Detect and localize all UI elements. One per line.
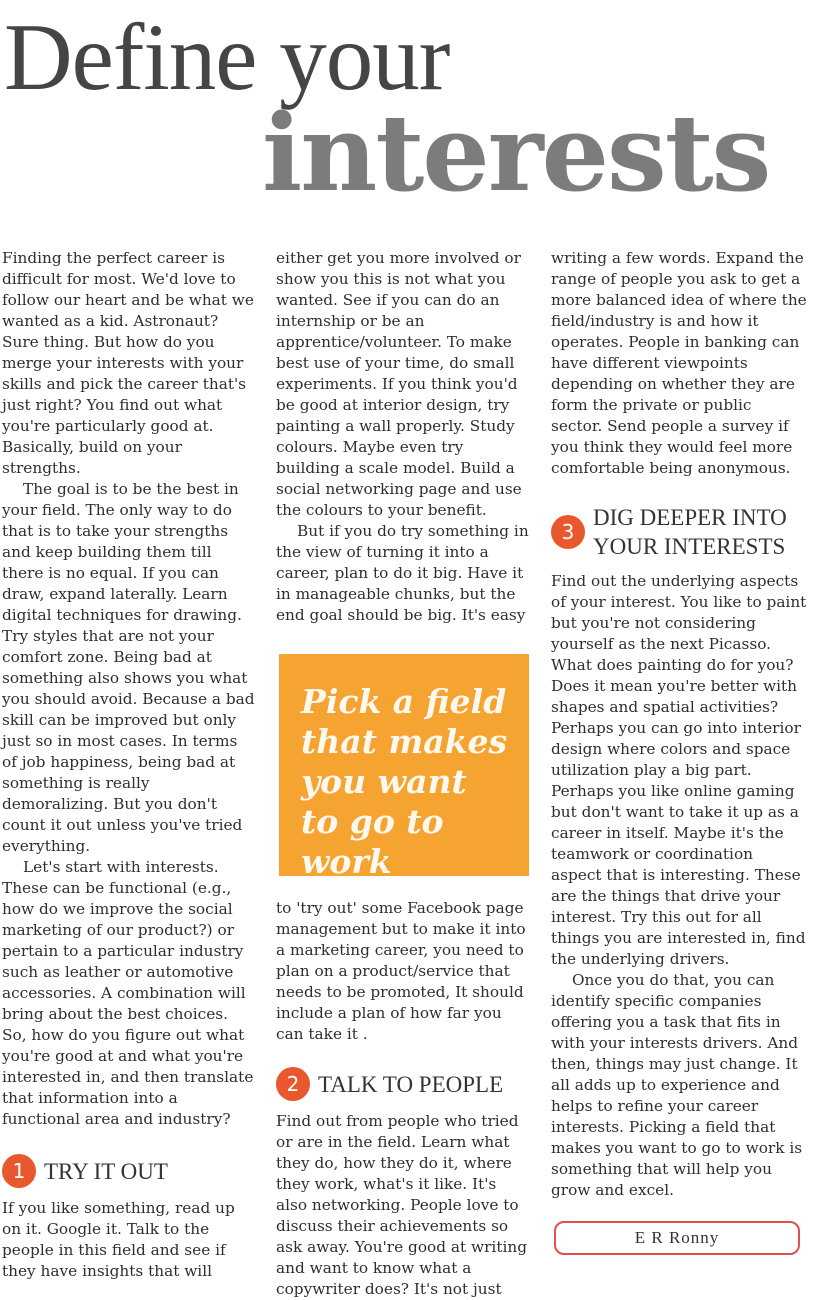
paragraph: Find out the underlying aspects of your interest. You like to paint but you're not considering yourself as the next Picasso. What does painting do for you? Does it mean you're better with shapes and spatial activities? Perhaps you can go into interior design where colors and space utilization play a big part. Perhaps you like online gaming but don't want to take it up as a career in itself. Maybe it's the teamwork or coordination aspect that is interesting. These are the things that drive your interest. Try this out for all things you are interested in, find the underlying drivers. — [551, 572, 807, 968]
author-byline: E R Ronny — [554, 1221, 800, 1255]
column-2 — [276, 248, 531, 1300]
paragraph: If you like something, read up on it. Google it. Talk to the people in this field and see if they have insights that will — [2, 1199, 235, 1280]
paragraph: The goal is to be the best in your field. The only way to do that is to take your strengths and keep building them till there is no equal. If you can draw, expand laterally. Learn digital techniques for drawing. Try styles that are not your comfort zone. Being bad at something also shows you what you should avoid. Because a bad skill can be improved but only just so in most cases. In terms of job happiness, being bad at something is really demoralizing. But you don't count it out unless you've tried everything. — [2, 480, 255, 855]
section-heading-1 — [2, 1154, 257, 1188]
column-3 — [551, 248, 807, 1255]
paragraph: writing a few words. Expand the range of people you ask to get a more balanced idea of where the field/industry is and how it operates. People in banking can have different viewpoints depending on whether they are form the private or public sector. Send people a survey if you think they would feel more comfortable being anonymous. — [551, 249, 807, 477]
section-title: TALK TO PEOPLE — [318, 1071, 504, 1097]
section-title: DIG DEEPER INTO YOUR INTERESTS — [593, 505, 787, 559]
headline-line2: interests — [262, 90, 770, 215]
section-title: TRY IT OUT — [44, 1158, 168, 1184]
paragraph: Finding the perfect career is difficult for most. We'd love to follow our heart and be what we wanted as a kid. Astronaut? Sure thing. But how do you merge your interests with your skills and pick the career that's just right? You find out what you're particularly good at. Basically, build on your strengths. — [2, 249, 254, 477]
section-heading-2 — [276, 1067, 531, 1101]
section-number-badge: 2 — [276, 1067, 310, 1101]
headline-line1: Define your — [4, 4, 450, 110]
section-number-badge: 1 — [2, 1154, 36, 1188]
paragraph: Once you do that, you can identify specific companies offering you a task that fits in with your interests drivers. And then, things may just change. It all adds up to experience and helps to refine your career interests. Picking a field that makes you want to go to work is something that will help you grow and excel. — [551, 971, 803, 1199]
paragraph: But if you do try something in the view of turning it into a career, plan to do it big. Have it in manageable chunks, but the end goal should be big. It's easy — [276, 522, 529, 624]
pull-quote: Pick a field that makes you want to go to work — [279, 654, 529, 876]
paragraph: to 'try out' some Facebook page management but to make it into a marketing career, you need to plan on a product/service that needs to be promoted, It should include a plan of how far you can take it . — [276, 899, 526, 1043]
paragraph: either get you more involved or show you this is not what you wanted. See if you can do an internship or be an apprentice/volunteer. To make best use of your time, do small experiments. If you think you'd be good at interior design, try painting a wall properly. Study colours. Maybe even try building a scale model. Build a social networking page and use the colours to your benefit. — [276, 249, 522, 519]
paragraph: Let's start with interests. These can be functional (e.g., how do we improve the social marketing of our product?) or pertain to a particular industry such as leather or automotive accessories. A combination will bring about the best choices. So, how do you figure out what you're good at and what you're interested in, and then translate that information into a functional area and industry? — [2, 858, 254, 1128]
column-1 — [2, 248, 257, 1282]
paragraph: Find out from people who tried or are in the field. Learn what they do, how they do it, where they work, what's it like. It's also networking. People love to discuss their achievements so ask away. You're good at writing and want to know what a copywriter does? It's not just — [276, 1112, 528, 1298]
section-heading-3 — [551, 503, 807, 561]
section-number-badge: 3 — [551, 515, 585, 549]
